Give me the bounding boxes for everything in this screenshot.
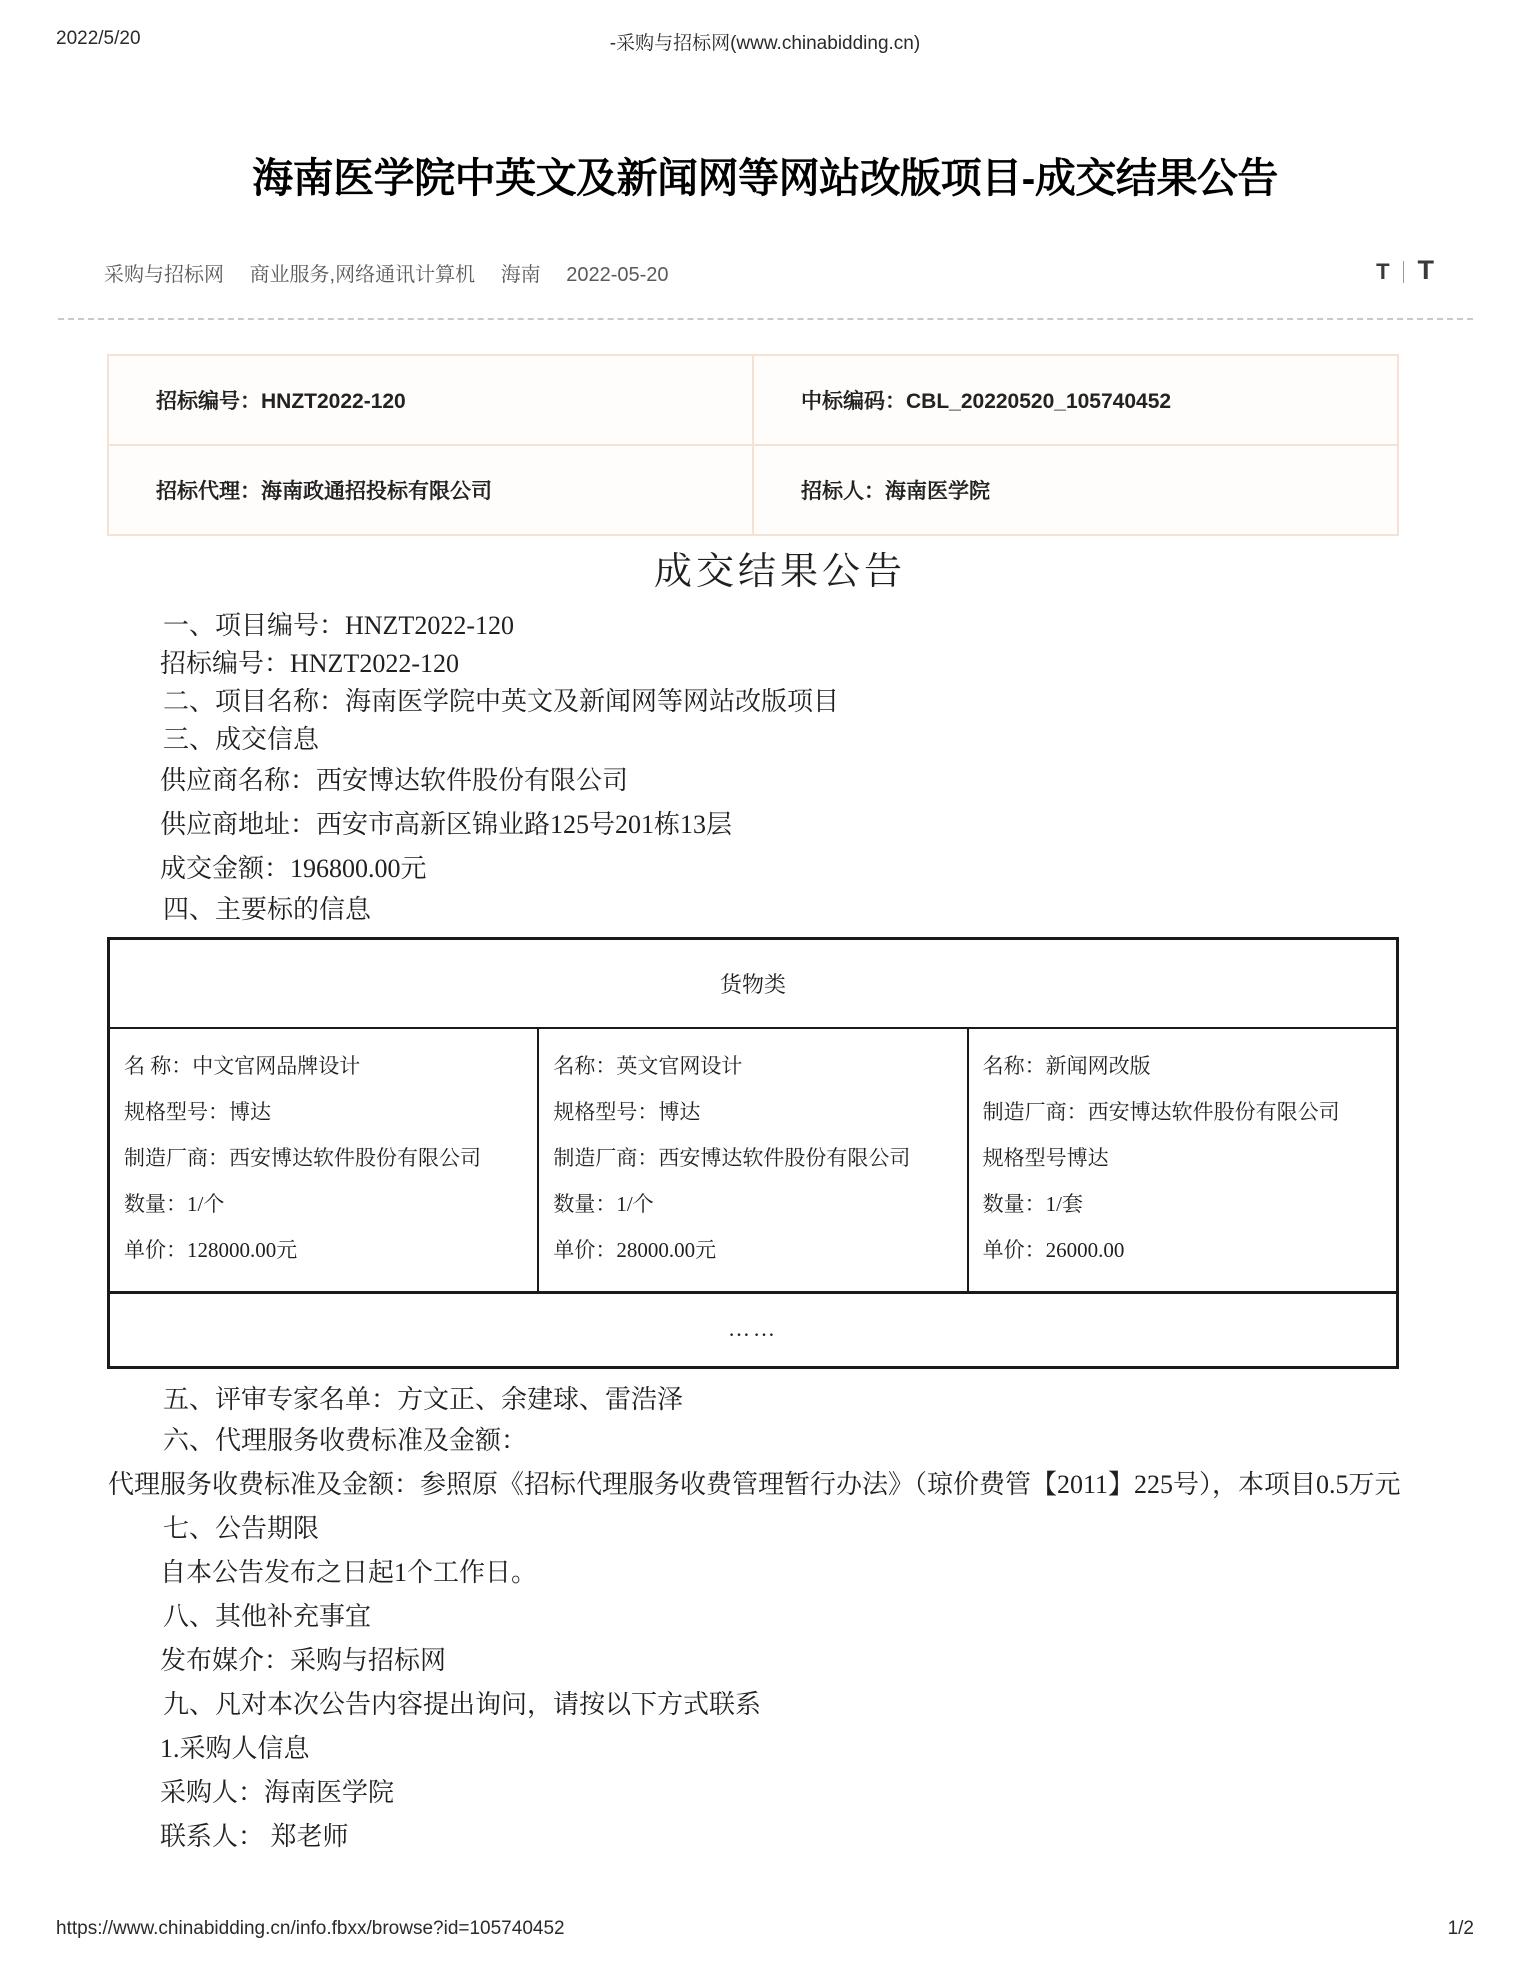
goods-table: [107, 937, 1399, 1369]
goods-field-manufacturer: 制造厂商：西安博达软件股份有限公司: [982, 1100, 1340, 1124]
announcement-line-agent-fee-detail: 代理服务收费标准及金额：参照原《招标代理服务收费管理暂行办法》（琼价费管【2011】225号），本项目0.5万元: [108, 1470, 1401, 1499]
announcement-line-contact-title: 九、凡对本次公告内容提出询问，请按以下方式联系: [163, 1690, 762, 1719]
goods-field-manufacturer: 制造厂商：西安博达软件股份有限公司: [553, 1146, 911, 1170]
announcement-line-contact-person: 联系人： 郑老师: [160, 1822, 349, 1851]
goods-field-quantity: 数量：1/套: [982, 1192, 1083, 1216]
goods-columns: [110, 1029, 1396, 1294]
goods-table-footer: ……: [728, 1316, 778, 1341]
meta-region: 海南: [500, 264, 541, 286]
print-footer: [0, 1918, 1530, 1944]
announcement-line-supplier-name: 供应商名称：西安博达软件股份有限公司: [160, 766, 629, 795]
table-row: [109, 446, 1397, 534]
font-size-separator: [1403, 261, 1404, 283]
table-row: [109, 356, 1397, 446]
announcement-line-buyer: 采购人：海南医学院: [160, 1778, 395, 1807]
goods-column: [969, 1029, 1396, 1291]
meta-date: 2022-05-20: [566, 264, 669, 286]
announcement-line-project-number: 一、项目编号：HNZT2022-120: [163, 611, 514, 640]
goods-field-model: 规格型号：博达: [553, 1100, 701, 1124]
announcement-line-main-items: 四、主要标的信息: [163, 895, 372, 924]
meta-info: [104, 258, 669, 287]
print-footer-page-number: 1/2: [1447, 1918, 1474, 1939]
bid-info-table: [107, 354, 1399, 536]
bid-owner-cell: 招标人：海南医学院: [801, 480, 990, 503]
font-size-increase-button[interactable]: T: [1417, 255, 1434, 285]
announcement-line-amount: 成交金额：196800.00元: [160, 854, 427, 883]
announcement-line-buyer-info-title: 1.采购人信息: [160, 1734, 310, 1763]
goods-table-header-row: [109, 939, 1398, 1029]
announcement-line-supplier-address: 供应商地址：西安市高新区锦业路125号201栋13层: [160, 810, 733, 839]
goods-column: [110, 1029, 539, 1291]
goods-field-model: 规格型号：博达: [124, 1100, 271, 1124]
header-divider: [58, 318, 1473, 320]
goods-field-manufacturer: 制造厂商：西安博达软件股份有限公司: [124, 1146, 481, 1170]
goods-table-body-row: [109, 1028, 1398, 1294]
bid-agent-cell: 招标代理：海南政通招投标有限公司: [109, 446, 754, 534]
meta-category: 商业服务,网络通讯计算机: [249, 264, 476, 286]
meta-source: 采购与招标网: [104, 264, 224, 286]
goods-field-unit-price: 单价：128000.00元: [124, 1238, 298, 1262]
bid-number-cell: 招标编号：HNZT2022-120: [109, 356, 754, 444]
announcement-line-notice-period-title: 七、公告期限: [163, 1514, 320, 1543]
announcement-line-agent-fee-title: 六、代理服务收费标准及金额：: [163, 1426, 528, 1455]
goods-field-name: 名称：英文官网设计: [553, 1054, 743, 1078]
meta-row: [104, 255, 1434, 288]
goods-field-name: 名 称：中文官网品牌设计: [124, 1054, 361, 1078]
font-size-controls: [1376, 255, 1434, 286]
goods-field-unit-price: 单价：26000.00: [982, 1238, 1125, 1262]
announcement-line-project-name: 二、项目名称：海南医学院中英文及新闻网等网站改版项目: [163, 687, 840, 716]
announcement-line-result-info: 三、成交信息: [163, 725, 320, 754]
page-title: 海南医学院中英文及新闻网等网站改版项目-成交结果公告: [252, 155, 1278, 201]
announcement-line-experts: 五、评审专家名单：方文正、余建球、雷浩泽: [163, 1385, 684, 1414]
goods-field-unit-price: 单价：28000.00元: [553, 1238, 717, 1262]
announcement-body: [0, 540, 1530, 1859]
goods-field-name: 名称：新闻网改版: [982, 1054, 1151, 1078]
announcement-line-bid-number: 招标编号：HNZT2022-120: [160, 649, 459, 678]
print-header: [0, 28, 1530, 54]
announcement-title: 成交结果公告: [653, 551, 906, 593]
goods-table-header: 货物类: [109, 939, 1398, 1029]
announcement-line-notice-period: 自本公告发布之日起1个工作日。: [160, 1558, 538, 1587]
print-footer-url: https://www.chinabidding.cn/info.fbxx/browse?id=105740452: [56, 1918, 565, 1939]
print-header-date: 2022/5/20: [56, 28, 141, 49]
goods-field-quantity: 数量：1/个: [124, 1192, 225, 1216]
announcement-line-other-title: 八、其他补充事宜: [163, 1602, 372, 1631]
goods-table-footer-row: [109, 1294, 1398, 1368]
print-header-site: -采购与招标网(www.chinabidding.cn): [609, 33, 921, 54]
font-size-decrease-button[interactable]: T: [1376, 259, 1390, 284]
announcement-line-media: 发布媒介：采购与招标网: [160, 1646, 447, 1675]
win-code-cell: 中标编码：CBL_20220520_105740452: [801, 390, 1172, 413]
goods-column: [539, 1029, 968, 1291]
goods-field-quantity: 数量：1/个: [553, 1192, 654, 1216]
goods-field-model: 规格型号博达: [982, 1146, 1109, 1170]
